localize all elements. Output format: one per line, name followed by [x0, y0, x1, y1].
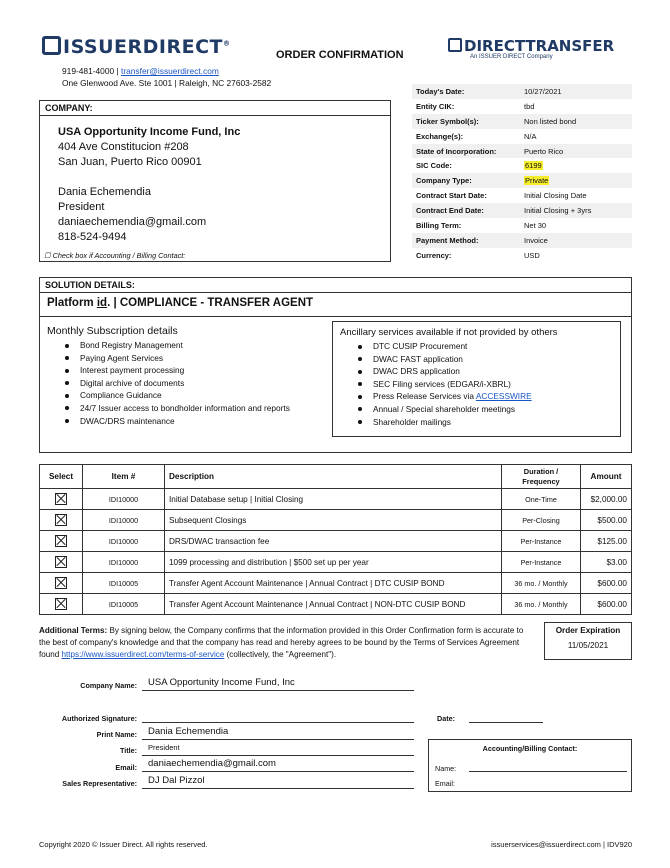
info-label: Billing Term: [416, 220, 462, 230]
item-frequency: One-Time [502, 489, 581, 510]
table-row [40, 531, 632, 552]
ancillary-item: Annual / Special shareholder meetings [355, 403, 532, 416]
billing-email-label: Email: [435, 779, 455, 788]
info-label: Company Type: [412, 173, 520, 188]
title-field[interactable]: President [142, 743, 414, 756]
info-row [412, 84, 632, 99]
company-address1: 404 Ave Constitucion #208 [58, 141, 189, 153]
col-description: Description [165, 465, 502, 489]
accesswire-link[interactable]: ACCESSWIRE [475, 391, 532, 402]
info-row [412, 248, 632, 263]
info-value: N/A [524, 131, 537, 141]
expiration-date: 11/05/2021 [567, 641, 609, 650]
info-row [412, 203, 632, 218]
item-description: Initial Database setup | Initial Closing [165, 489, 502, 510]
info-label: Exchange(s): [416, 131, 464, 141]
col-item: Item # [83, 465, 165, 489]
solution-heading: SOLUTION DETAILS: [40, 278, 631, 293]
item-description: Subsequent Closings [165, 510, 502, 531]
billing-contact-box [428, 739, 632, 792]
select-cell [40, 594, 83, 615]
info-value [520, 173, 632, 188]
info-label: SIC Code: [416, 161, 452, 171]
info-label: Currency: [416, 250, 452, 260]
col-duration: Duration / Frequency [502, 465, 581, 489]
info-row [412, 114, 632, 129]
title-label: Title: [119, 746, 137, 755]
contact-email-link[interactable]: transfer@issuerdirect.com [121, 66, 219, 76]
item-amount: $3.00 [581, 552, 632, 573]
item-number: IDI10000 [83, 531, 165, 552]
info-label: Contract Start Date: [416, 191, 487, 201]
highlighted-value: 6199 [525, 161, 542, 171]
ancillary-item: SEC Filing services (EDGAR/i-XBRL) [355, 378, 532, 391]
info-row [412, 173, 632, 188]
info-value [520, 158, 632, 173]
order-expiration-box [544, 622, 632, 660]
table-row [40, 573, 632, 594]
monthly-list [62, 339, 290, 427]
print-name-label: Print Name: [96, 730, 137, 739]
checked-box-icon[interactable] [55, 535, 67, 547]
date-field[interactable] [469, 710, 543, 723]
sales-rep-field[interactable]: DJ Dal Pizzol [142, 775, 414, 789]
item-frequency: 36 mo. / Monthly [502, 594, 581, 615]
ancillary-list [355, 340, 532, 428]
items-header-row [40, 465, 632, 489]
additional-terms: Additional Terms: By signing below, the Company confirms that the information provided in this Order Confirmation form is accurate to the best of company's knowledge and that the company has read and hereby agrees to be bound by the Terms of Services Agreement found https://www.issuerdirect.com/terms-of-service (collectively, the "Agreement"). [39, 626, 524, 659]
sales-rep-label: Sales Representative: [62, 779, 137, 788]
contact-info: 919-481-4000 | transfer@issuerdirect.com One Glenwood Ave. Ste 1001 | Raleigh, NC 27603-2582 [62, 66, 272, 88]
contact-phone: 818-524-9494 [58, 231, 127, 243]
dt-logo-mark-icon [448, 38, 462, 52]
table-row [40, 594, 632, 615]
monthly-item: Digital archive of documents [62, 377, 290, 390]
item-frequency: Per-Instance [502, 552, 581, 573]
info-value: Invoice [520, 233, 632, 248]
item-description: DRS/DWAC transaction fee [165, 531, 502, 552]
company-name-label: Company Name: [80, 681, 137, 690]
contact-name: Dania Echemendia [58, 186, 151, 198]
footer-contact: issuerservices@issuerdirect.com | IDV920 [491, 840, 632, 849]
info-value: Puerto Rico [520, 144, 632, 159]
checked-box-icon[interactable] [55, 493, 67, 505]
select-cell [40, 510, 83, 531]
item-amount: $125.00 [581, 531, 632, 552]
monthly-title: Monthly Subscription details [47, 325, 178, 337]
highlighted-value: Private [525, 176, 549, 186]
monthly-item: DWAC/DRS maintenance [62, 415, 290, 428]
expiration-label: Order Expiration [555, 626, 621, 635]
billing-name-label: Name: [435, 764, 457, 773]
email-label: Email: [115, 763, 137, 772]
billing-name-field[interactable] [469, 771, 627, 772]
info-label: Contract End Date: [412, 203, 520, 218]
billing-contact-title: Accounting/Billing Contact: [482, 744, 578, 753]
info-value: Initial Closing Date [524, 191, 587, 201]
platform-title: Platform id. | COMPLIANCE - TRANSFER AGENT [47, 297, 314, 309]
monthly-item: 24/7 Issuer access to bondholder information and reports [62, 402, 290, 415]
item-amount: $500.00 [581, 510, 632, 531]
items-table [39, 464, 632, 615]
checked-box-icon[interactable] [55, 598, 67, 610]
item-description: Transfer Agent Account Maintenance | Annual Contract | DTC CUSIP BOND [165, 573, 502, 594]
table-row [40, 489, 632, 510]
item-frequency: Per-Instance [502, 531, 581, 552]
order-info-table [412, 84, 632, 263]
info-row [412, 158, 632, 173]
page-title: ORDER CONFIRMATION [276, 49, 404, 61]
item-description: Transfer Agent Account Maintenance | Annual Contract | NON-DTC CUSIP BOND [165, 594, 502, 615]
footer-copyright: Copyright 2020 © Issuer Direct. All rights reserved. [39, 840, 208, 849]
select-cell [40, 573, 83, 594]
item-number: IDI10005 [83, 594, 165, 615]
company-heading: COMPANY: [40, 101, 390, 116]
item-number: IDI10005 [83, 573, 165, 594]
info-label: Payment Method: [412, 233, 520, 248]
auth-signature-label: Authorized Signature: [61, 714, 137, 723]
company-details [58, 125, 240, 245]
info-label: Today's Date: [412, 84, 520, 99]
select-cell [40, 531, 83, 552]
item-frequency: 36 mo. / Monthly [502, 573, 581, 594]
solution-box [39, 277, 632, 453]
contact-email: daniaechemendia@gmail.com [58, 216, 207, 228]
info-value: Net 30 [524, 220, 547, 230]
info-row [412, 188, 632, 203]
item-number: IDI10000 [83, 489, 165, 510]
info-value: USD [524, 250, 540, 260]
ancillary-item: DWAC DRS application [355, 365, 532, 378]
item-number: IDI10000 [83, 510, 165, 531]
billing-contact-checkbox[interactable]: ☐ Check box if Accounting / Billing Contact: [44, 251, 186, 260]
info-row [412, 99, 632, 114]
checked-box-icon[interactable] [55, 556, 67, 568]
terms-link[interactable]: https://www.issuerdirect.com/terms-of-service [61, 650, 225, 659]
info-value: Initial Closing + 3yrs [520, 203, 632, 218]
company-address2: San Juan, Puerto Rico 00901 [58, 156, 202, 168]
info-row [412, 218, 632, 233]
solution-divider [40, 316, 631, 317]
directtransfer-tagline: An ISSUER DIRECT Company [470, 54, 553, 60]
ancillary-title: Ancillary services available if not provided by others [340, 327, 558, 338]
ancillary-item: Press Release Services via ACCESSWIRE [355, 390, 532, 403]
company-box [39, 100, 391, 262]
item-amount: $600.00 [581, 573, 632, 594]
item-frequency: Per-Closing [502, 510, 581, 531]
ancillary-box [332, 321, 621, 437]
info-label: Ticker Symbol(s): [412, 114, 520, 129]
company-name-field[interactable]: USA Opportunity Income Fund, Inc [142, 677, 414, 691]
item-amount: $2,000.00 [581, 489, 632, 510]
directtransfer-logo: DIRECTTRANSFER [448, 37, 614, 55]
monthly-item: Bond Registry Management [62, 339, 290, 352]
table-row [40, 552, 632, 573]
contact-title: President [58, 201, 105, 213]
select-cell [40, 489, 83, 510]
issuerdirect-logo: ISSUERDIRECT® [42, 36, 230, 58]
logo-mark-icon [42, 36, 61, 55]
ancillary-item: Shareholder mailings [355, 416, 532, 429]
select-cell [40, 552, 83, 573]
info-row [412, 129, 632, 144]
info-value: Non listed bond [520, 114, 632, 129]
checked-box-icon[interactable] [55, 514, 67, 526]
email-field[interactable]: daniaechemendia@gmail.com [142, 758, 414, 772]
info-row [412, 233, 632, 248]
item-description: 1099 processing and distribution | $500 set up per year [165, 552, 502, 573]
print-name-field[interactable]: Dania Echemendia [142, 726, 414, 740]
monthly-item: Interest payment processing [62, 364, 290, 377]
monthly-item: Compliance Guidance [62, 389, 290, 402]
ancillary-item: DWAC FAST application [355, 353, 532, 366]
company-name: USA Opportunity Income Fund, Inc [58, 126, 241, 138]
info-label: Entity CIK: [416, 101, 455, 111]
info-value: tbd [524, 101, 535, 111]
table-row [40, 510, 632, 531]
info-label: State of Incorporation: [412, 144, 520, 159]
checked-box-icon[interactable] [55, 577, 67, 589]
monthly-item: Paying Agent Services [62, 352, 290, 365]
ancillary-item: DTC CUSIP Procurement [355, 340, 532, 353]
info-value: 10/27/2021 [520, 84, 632, 99]
item-amount: $600.00 [581, 594, 632, 615]
col-select: Select [40, 465, 83, 489]
date-label: Date: [437, 714, 455, 723]
col-amount: Amount [581, 465, 632, 489]
item-number: IDI10000 [83, 552, 165, 573]
info-row [412, 144, 632, 159]
